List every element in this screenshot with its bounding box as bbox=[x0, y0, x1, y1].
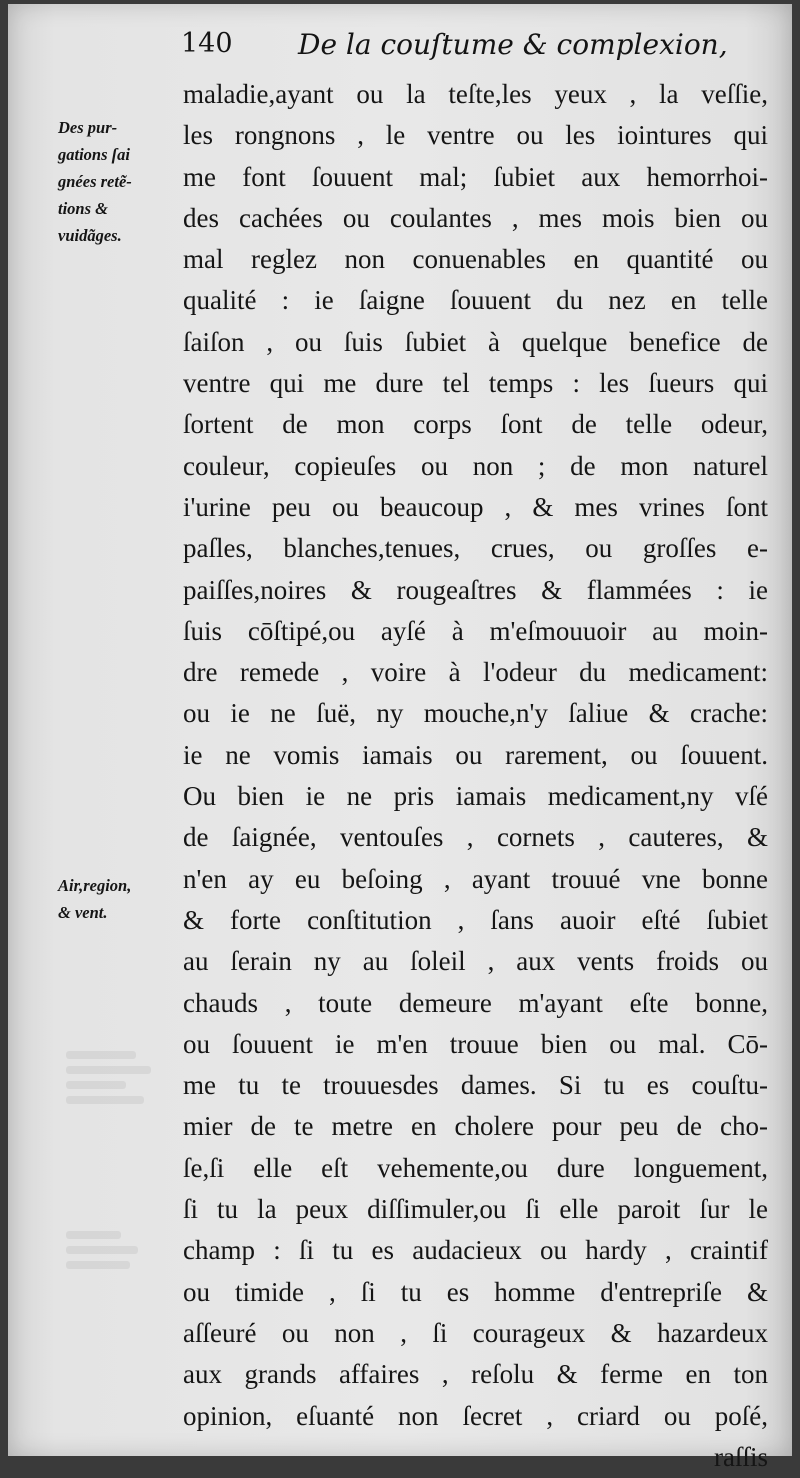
text-line: ou ie ne ſuë, ny mouche,n'y ſaliue & crache: bbox=[183, 698, 768, 729]
text-line: qualité : ie ſaigne ſouuent du nez en telle bbox=[183, 285, 768, 316]
margin-note-line: vuidãges. bbox=[58, 226, 122, 245]
text-line: i'urine peu ou beaucoup , & mes vrines ſont bbox=[183, 491, 768, 522]
text-line: des cachées ou coulantes , mes mois bien ou bbox=[183, 202, 768, 233]
text-line: ie ne vomis iamais ou rarement, ou ſouuent. bbox=[183, 739, 768, 770]
margin-note-line: & vent. bbox=[58, 903, 108, 922]
margin-note-line: gations ſai bbox=[58, 145, 130, 164]
text-line: ſi tu la peux diſſimuler,ou ſi elle paroit ſur le bbox=[183, 1194, 768, 1225]
book-page bbox=[8, 4, 792, 1472]
margin-note-line: tions & bbox=[58, 199, 108, 218]
text-line: Ou bien ie ne pris iamais medicament,ny vſé bbox=[183, 781, 768, 812]
catchword: raſſis bbox=[714, 1441, 768, 1472]
text-line: maladie,ayant ou la teſte,les yeux , la veſſie, bbox=[183, 79, 768, 109]
text-line: au ſerain ny au ſoleil , aux vents froids ou bbox=[183, 946, 768, 977]
show-through-stain bbox=[66, 1224, 166, 1276]
margin-note-line: Des pur- bbox=[58, 118, 118, 137]
page-number: 140 bbox=[181, 28, 233, 59]
text-line: mier de te metre en cholere pour peu de cho- bbox=[183, 1111, 768, 1142]
running-title: De la couſtume & complexion, bbox=[298, 28, 728, 61]
margin-note-purgations bbox=[58, 114, 180, 249]
text-line: aux grands affaires , reſolu & ferme en ton bbox=[183, 1359, 768, 1390]
text-line: ſortent de mon corps ſont de telle odeur, bbox=[183, 409, 768, 440]
body-text bbox=[183, 74, 768, 1478]
text-line: ou ſouuent ie m'en trouue bien ou mal. Cō- bbox=[183, 1028, 768, 1059]
margin-note-line: Air,region, bbox=[58, 876, 132, 895]
text-line: de ſaignée, ventouſes , cornets , cauteres, & bbox=[183, 822, 768, 853]
show-through-stain bbox=[66, 1044, 166, 1111]
text-line: me tu te trouuesdes dames. Si tu es couſtu- bbox=[183, 1070, 768, 1101]
text-line: ou timide , ſi tu es homme d'entrepriſe & bbox=[183, 1276, 768, 1307]
text-line: ventre qui me dure tel temps : les ſueurs qui bbox=[183, 368, 768, 399]
text-line: opinion, eſuanté non ſecret , criard ou poſé, bbox=[183, 1400, 768, 1431]
text-line: me font ſouuent mal; ſubiet aux hemorrhoi- bbox=[183, 161, 768, 192]
text-line: n'en ay eu beſoing , ayant trouué vne bonne bbox=[183, 863, 768, 894]
text-line: & forte conſtitution , ſans auoir eſté ſubiet bbox=[183, 904, 768, 935]
text-line: paiſſes,noires & rougeaſtres & flammées : ie bbox=[183, 574, 768, 605]
margin-note-line: gnées retẽ- bbox=[58, 172, 132, 191]
text-line: dre remede , voire à l'odeur du medicament: bbox=[183, 657, 768, 688]
text-line: paſles, blanches,tenues, crues, ou groſſes e- bbox=[183, 533, 768, 564]
text-line: aſſeuré ou non , ſi courageux & hazardeux bbox=[183, 1317, 768, 1348]
text-line: couleur, copieuſes ou non ; de mon naturel bbox=[183, 450, 768, 481]
text-line: chauds , toute demeure m'ayant eſte bonne, bbox=[183, 987, 768, 1018]
text-line: mal reglez non conuenables en quantité ou bbox=[183, 244, 768, 275]
text-line: ſaiſon , ou ſuis ſubiet à quelque benefice de bbox=[183, 326, 768, 357]
text-line: champ : ſi tu es audacieux ou hardy , craintif bbox=[183, 1235, 768, 1266]
text-line: ſe,ſi elle eſt vehemente,ou dure longuement, bbox=[183, 1152, 768, 1183]
page-header bbox=[173, 26, 773, 66]
margin-note-air bbox=[58, 872, 180, 926]
text-line: ſuis cōſtipé,ou ayſé à m'eſmouuoir au moin- bbox=[183, 615, 768, 646]
text-line: les rongnons , le ventre ou les iointures qui bbox=[183, 120, 768, 151]
